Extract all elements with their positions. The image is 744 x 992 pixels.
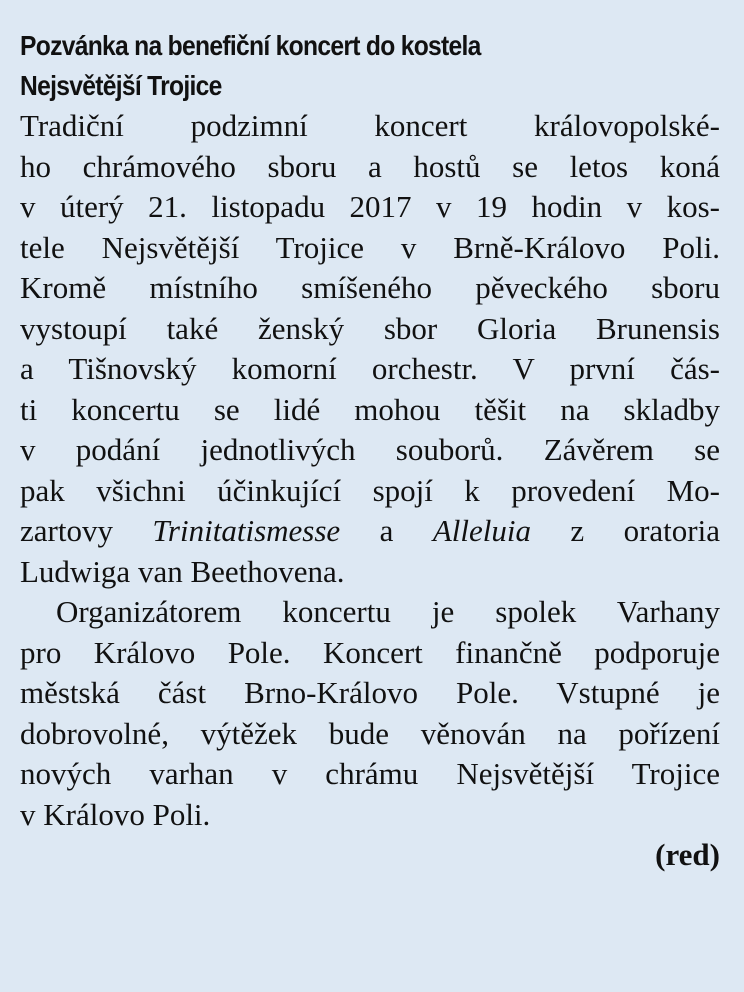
title-line-1: Pozvánka na benefiční koncert do kostela [20, 30, 481, 61]
text-line: nových varhan v chrámu Nejsvětější Trojice [20, 756, 720, 791]
text-line: ti koncertu se lidé mohou těšit na skladby [20, 391, 720, 427]
text-line: Tradiční podzimní koncert královopolské- [20, 108, 720, 143]
work-title-alleluia: Alleluia [432, 513, 531, 548]
text-line: Kromě místního smíšeného pěveckého sboru [20, 270, 720, 305]
text-line: a Tišnovský komorní orchestr. V první čás- [20, 351, 720, 386]
article [20, 26, 720, 986]
text-line: Ludwiga van Beethovena. [20, 553, 345, 589]
text-fragment: z oratoria [530, 513, 720, 548]
text-line: ho chrámového sboru a hostů se letos koná [20, 148, 720, 184]
text-fragment: zartovy [20, 513, 153, 548]
article-title [20, 26, 724, 106]
article-body [20, 106, 720, 835]
text-line: v podání jednotlivých souborů. Závěrem se [20, 432, 720, 467]
paragraph-2 [20, 592, 720, 835]
text-line: vystoupí také ženský sbor Gloria Brunensis [20, 310, 720, 346]
work-title-trinitatismesse: Trinitatismesse [152, 513, 341, 548]
text-line: Organizátorem koncertu je spolek Varhany [56, 594, 720, 629]
author-signature: (red) [655, 837, 720, 872]
text-line: v Královo Poli. [20, 796, 211, 832]
title-line-2: Nejsvětější Trojice [20, 70, 222, 101]
paragraph-1 [20, 106, 720, 592]
text-line: pro Královo Pole. Koncert finančně podporuje [20, 634, 720, 670]
text-line: městská část Brno-Královo Pole. Vstupné je [20, 675, 720, 710]
text-line: tele Nejsvětější Trojice v Brně-Královo Poli. [20, 229, 720, 265]
text-fragment: a [340, 513, 433, 548]
text-line: v úterý 21. listopadu 2017 v 19 hodin v kos- [20, 189, 720, 224]
text-line: pak všichni účinkující spojí k provedení Mo- [20, 472, 720, 508]
text-line-with-italics [20, 511, 720, 552]
text-line: dobrovolné, výtěžek bude věnován na pořízení [20, 715, 720, 751]
